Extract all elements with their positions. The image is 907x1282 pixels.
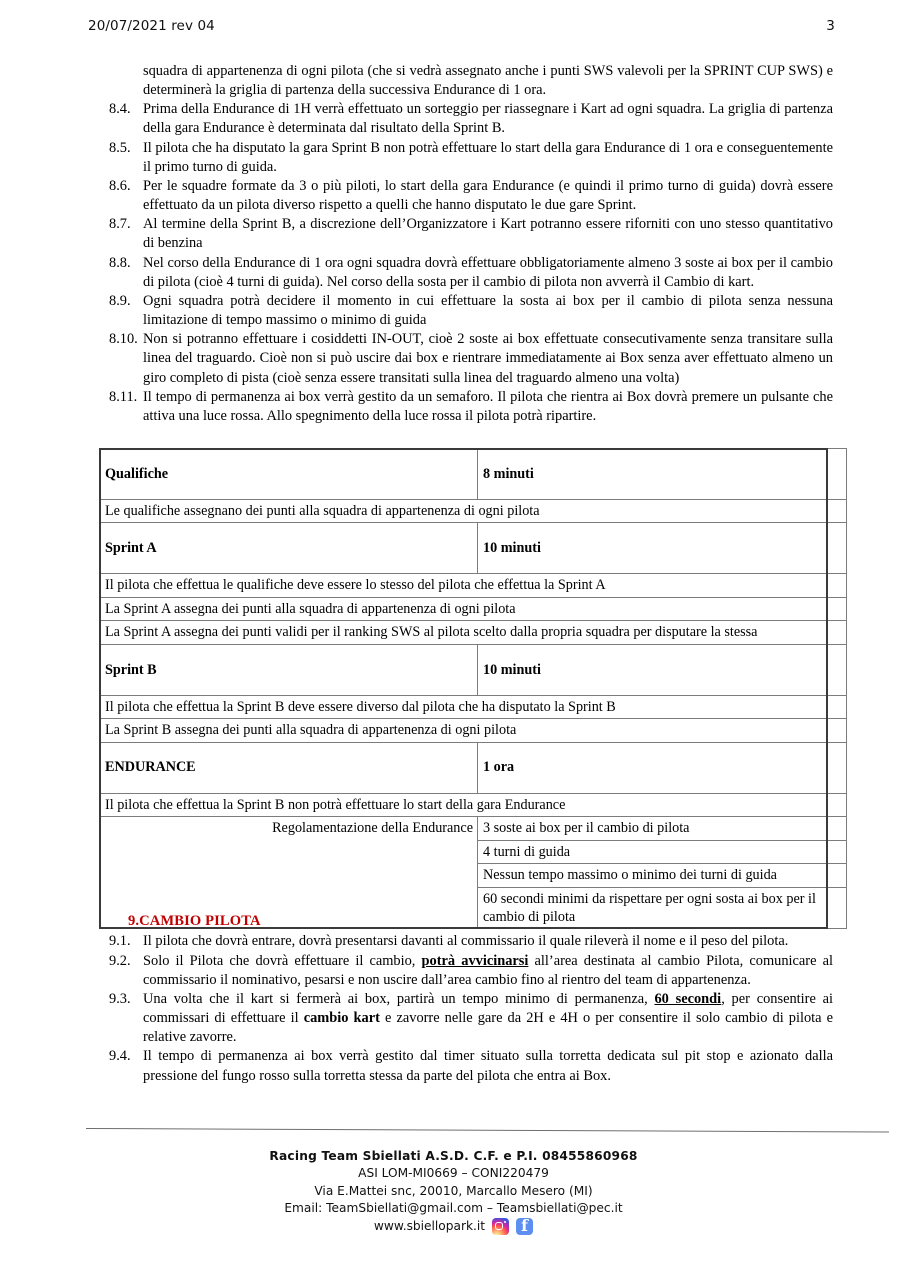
note-cell: La Sprint B assegna dei punti alla squadra di appartenenza di ogni pilota	[100, 719, 847, 742]
footer-affiliation-line: ASI LOM-MI0669 – CONI220479	[358, 1166, 549, 1181]
emphasis-run: cambio kart	[303, 1010, 380, 1027]
list-item-number: 8.11.	[109, 388, 138, 405]
list-item	[109, 1047, 833, 1085]
emphasis-run: potrà avvicinarsi	[421, 952, 529, 969]
list-item	[109, 388, 833, 426]
table-row-note	[100, 719, 847, 742]
list-item-text	[143, 952, 833, 990]
endurance-rules-label: Regolamentazione della Endurance	[100, 817, 478, 929]
list-item	[109, 952, 833, 990]
endurance-rule-value: 3 soste ai box per il cambio di pilota	[478, 817, 847, 840]
list-item-text: Ogni squadra potrà decidere il momento in cui effettuare la sosta ai box per il cambio di pilota senza nessuna limitazione di tempo massimo o minimo di guida	[143, 292, 833, 329]
footer-website[interactable]: www.sbiellopark.it	[373, 1219, 486, 1234]
text-run: Il pilota che dovrà entrare, dovrà presentarsi davanti al commissario il quale rileverà il nome e il peso del pilota.	[143, 933, 789, 950]
list-item-text: Il pilota che ha disputato la gara Sprint B non potrà effettuare lo start della gara Endurance di 1 ora e conseguentemente il primo turno di guida.	[143, 139, 833, 175]
list-item-number: 9.3.	[109, 990, 131, 1007]
page-footer	[0, 1148, 907, 1236]
table-row-note	[100, 621, 847, 644]
table-row-session	[100, 742, 847, 793]
text-run: Una volta che il kart si fermerà ai box, partirà un tempo minimo di permanenza,	[143, 990, 655, 1007]
list-item-number: 9.1.	[109, 933, 131, 950]
section8-list	[109, 100, 833, 426]
footer-address-line: Via E.Mattei snc, 20010, Marcallo Mesero (MI)	[314, 1183, 593, 1198]
emphasis-run: 60 secondi	[654, 990, 722, 1007]
note-cell: La Sprint A assegna dei punti validi per il ranking SWS al pilota scelto dalla propria squadra per disputare la stessa	[100, 621, 847, 644]
list-item-number: 8.7.	[109, 216, 131, 233]
list-item	[109, 177, 833, 215]
list-item	[109, 932, 833, 951]
table-row-note	[100, 793, 847, 816]
session-name-cell: Sprint B	[100, 644, 478, 695]
session-duration-cell: 1 ora	[478, 742, 847, 793]
list-item-number: 8.4.	[109, 101, 131, 118]
section9-title-text: CAMBIO PILOTA	[139, 913, 261, 929]
table-row-endurance-rule	[100, 817, 847, 840]
section9-body	[109, 912, 833, 1086]
list-item-number: 8.6.	[109, 177, 131, 194]
list-item	[109, 330, 833, 387]
list-item-number: 8.10.	[109, 331, 138, 348]
header-revision: 20/07/2021 rev 04	[88, 18, 215, 34]
table-row-note	[100, 597, 847, 620]
table-row-note	[100, 500, 847, 523]
footer-email-line: Email: TeamSbiellati@gmail.com – Teamsbiellati@pec.it	[284, 1200, 623, 1215]
page-header	[88, 18, 835, 40]
session-name-cell: ENDURANCE	[100, 742, 478, 793]
section9-list	[109, 932, 833, 1085]
section8-body	[109, 62, 833, 426]
table-row-session	[100, 449, 847, 500]
list-item-number: 9.2.	[109, 952, 131, 969]
session-duration-cell: 8 minuti	[478, 449, 847, 500]
list-item-text: Non si potranno effettuare i cosiddetti IN-OUT, cioè 2 soste ai box effettuate consecutivamente senza transitare sulla linea del traguardo. Cioè non si può uscire dai box e rientrare immediatamente ai Box senza aver effettuato almeno un giro completo di pista (cioè senza essere transitati sulla linea del traguardo almeno una volta)	[143, 331, 833, 386]
continued-paragraph: squadra di appartenenza di ogni pilota (che si vedrà assegnato anche i punti SWS valevoli per la SPRINT CUP SWS) e determinerà la griglia di partenza della successiva Endurance di 1 ora.	[143, 63, 833, 99]
section9-number: 9.	[128, 913, 140, 929]
list-item	[109, 139, 833, 177]
facebook-icon[interactable]	[516, 1218, 533, 1235]
table-row-session	[100, 523, 847, 574]
table-row-session	[100, 644, 847, 695]
list-item	[109, 100, 833, 138]
list-item-number: 8.8.	[109, 254, 131, 271]
note-cell: La Sprint A assegna dei punti alla squadra di appartenenza di ogni pilota	[100, 597, 847, 620]
table-row-note	[100, 695, 847, 718]
footer-divider	[86, 1128, 889, 1133]
list-item-text: Nel corso della Endurance di 1 ora ogni squadra dovrà effettuare obbligatoriamente almeno 3 soste ai box per il cambio di pilota (cioè 4 turni di guida). Nel corso della sosta per il cambio di pilota non avverrà il Cambio di kart.	[143, 254, 833, 290]
list-item-number: 8.9.	[109, 292, 131, 309]
list-item-number: 8.5.	[109, 139, 131, 156]
list-item-text	[143, 932, 833, 951]
list-item-text	[143, 1047, 833, 1085]
list-item	[109, 292, 833, 330]
endurance-rule-value: 4 turni di guida	[478, 840, 847, 863]
list-item-text	[143, 990, 833, 1047]
endurance-rule-value: 60 secondi minimi da rispettare per ogni sosta ai box per il cambio di pilota	[478, 887, 847, 929]
list-item	[109, 990, 833, 1047]
schedule-table	[99, 448, 847, 929]
section9-title	[128, 912, 833, 931]
list-item	[109, 215, 833, 253]
text-run: e zavorre nelle gare da 2H e 4H o per consentire il solo cambio di pilota e relative zavorre.	[143, 1010, 833, 1046]
endurance-rule-value: Nessun tempo massimo o minimo dei turni di guida	[478, 864, 847, 887]
note-cell: Il pilota che effettua la Sprint B non potrà effettuare lo start della gara Endurance	[100, 793, 847, 816]
note-cell: Le qualifiche assegnano dei punti alla squadra di appartenenza di ogni pilota	[100, 500, 847, 523]
schedule-table-wrap	[99, 448, 828, 929]
text-run: Solo il Pilota che dovrà effettuare il cambio,	[143, 952, 422, 969]
session-name-cell: Qualifiche	[100, 449, 478, 500]
list-item-text: Il tempo di permanenza ai box verrà gestito da un semaforo. Il pilota che rientra ai Box dovrà premere un pulsante che attiva una luce rossa. Allo spegnimento della luce rossa il pilota potrà ripartire.	[143, 388, 833, 424]
list-item	[109, 254, 833, 292]
footer-org-line: Racing Team Sbiellati A.S.D. C.F. e P.I. 08455860968	[269, 1149, 638, 1163]
table-row-note	[100, 574, 847, 597]
text-run: Il tempo di permanenza ai box verrà gestito dal timer situato sulla torretta dedicata sul pit stop e azionato dalla pressione del fungo rosso sulla torretta stessa da parte del pilota che entra ai Box.	[143, 1048, 833, 1084]
text-run: , per consentire ai commissari di effettuare il	[143, 990, 833, 1027]
page-number: 3	[826, 18, 835, 34]
list-item-number: 9.4.	[109, 1048, 131, 1065]
session-name-cell: Sprint A	[100, 523, 478, 574]
footer-web-line	[0, 1218, 907, 1235]
session-duration-cell: 10 minuti	[478, 523, 847, 574]
instagram-icon[interactable]	[492, 1218, 509, 1235]
note-cell: Il pilota che effettua la Sprint B deve essere diverso dal pilota che ha disputato la Sprint B	[100, 695, 847, 718]
list-item-text: Prima della Endurance di 1H verrà effettuato un sorteggio per riassegnare i Kart ad ogni squadra. La griglia di partenza della gara Endurance è determinata dal risultato della Sprint B.	[143, 101, 833, 137]
session-duration-cell: 10 minuti	[478, 644, 847, 695]
text-run: all’area destinata al cambio Pilota, comunicare al commissario il nominativo, pesarsi e non uscire dall’area cambio fino al rientro del team di appartenenza.	[143, 952, 834, 988]
list-item-text: Per le squadre formate da 3 o più piloti, lo start della gara Endurance (e quindi il primo turno di guida) dovrà essere effettuato da un pilota diverso rispetto a quelli che hanno disputato le due gare Sprint.	[143, 177, 833, 214]
note-cell: Il pilota che effettua le qualifiche deve essere lo stesso del pilota che effettua la Sprint A	[100, 574, 847, 597]
list-item-text: Al termine della Sprint B, a discrezione dell’Organizzatore i Kart potranno essere riforniti con uno stesso quantitativo di benzina	[143, 216, 833, 252]
